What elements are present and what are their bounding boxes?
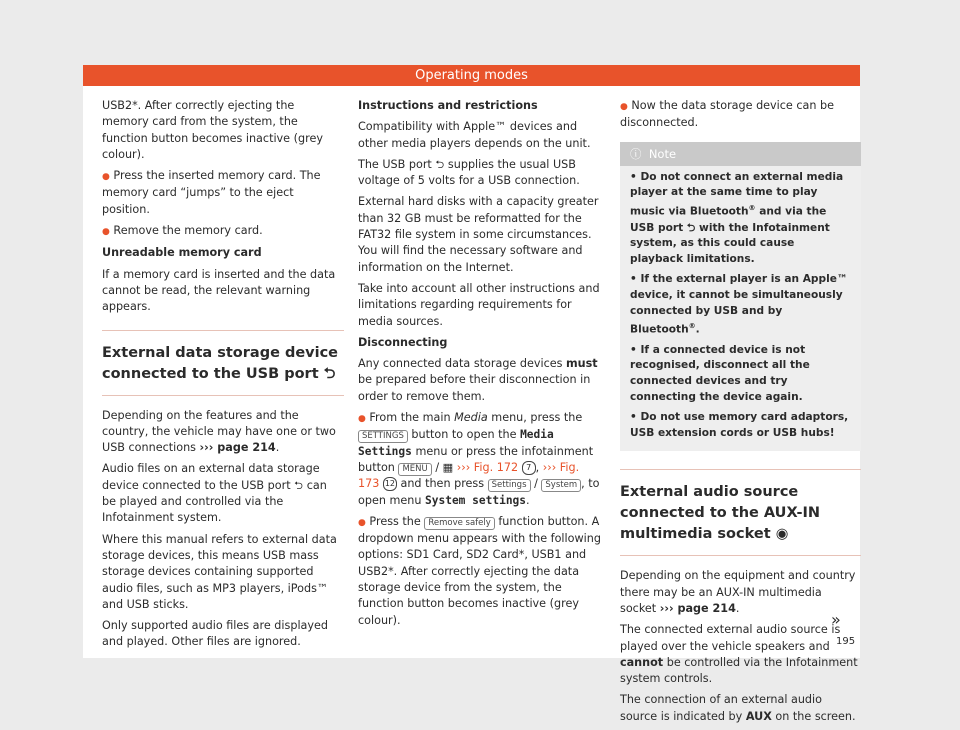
page-number: 195 xyxy=(836,636,856,647)
remove-safely-key: Remove safely xyxy=(424,517,494,530)
usb-icon: ⮌ xyxy=(323,365,336,382)
note-header: ⓘ Note xyxy=(620,142,861,166)
note-item: • Do not connect an external media player at the same time to play music via Bluetooth® and via the USB port ⮌ with the Infotainment system, as this could cause playback limitations. xyxy=(630,170,844,266)
paragraph: The USB port ⮌ supplies the usual USB voltage of 5 volts for a USB connection. xyxy=(358,157,580,188)
audio-socket-icon: ◉ xyxy=(775,526,789,543)
bullet-item: ● Now the data storage device can be disconnected. xyxy=(620,99,835,130)
paragraph: The connection of an external audio source is indicated by AUX on the screen. xyxy=(620,693,856,723)
note-item: • Do not use memory card adaptors, USB extension cords or USB hubs! xyxy=(630,410,849,439)
column-2 xyxy=(358,98,602,634)
subheading-disconnecting: Disconnecting xyxy=(358,335,448,349)
bullet-item: ● From the main Media menu, press the SETTINGS button to open the Media Settings menu or press the infotainment button MENU / ▦ ››› Fig. 172 7 , ››› Fig. 173 12 and then press Settings / System , to open menu System settings. xyxy=(358,411,600,507)
column-1 xyxy=(102,98,344,656)
usb-icon: ⮌ xyxy=(294,478,304,492)
page-header: Operating modes xyxy=(83,65,860,86)
bullet-icon: ● xyxy=(358,517,366,528)
bullet-icon: ● xyxy=(102,172,110,183)
figure-link[interactable]: ››› Fig. 173 xyxy=(358,460,580,491)
menu-key: MENU xyxy=(398,463,431,476)
menu-name: System settings xyxy=(425,493,527,507)
bullet-item: ● Press the inserted memory card. The memory card “jumps” to the eject position. xyxy=(102,169,321,216)
paragraph: External hard disks with a capacity greater than 32 GB must be reformatted for the FAT32 file system in some circumstances. You will find the necessary software and information on the Internet. xyxy=(358,195,599,274)
paragraph: Depending on the equipment and country there may be an AUX-IN multimedia socket ››› page 214. xyxy=(620,569,856,615)
menu-name: Media Settings xyxy=(358,428,554,458)
section-heading-aux: External audio source connected to the AUX-IN multimedia socket ◉ xyxy=(620,469,861,556)
usb-icon: ⮌ xyxy=(435,157,445,171)
bullet-icon: ● xyxy=(102,227,110,238)
page-link[interactable]: ››› page 214 xyxy=(659,602,736,615)
paragraph: If a memory card is inserted and the data cannot be read, the relevant warning appears. xyxy=(102,267,336,314)
settings-key: SETTINGS xyxy=(358,430,408,443)
system-key: System xyxy=(541,479,581,492)
info-icon: ⓘ xyxy=(630,146,642,161)
bullet-item: ● Press the Remove safely function button. A dropdown menu appears with the following options: SD1 Card, SD2 Card*, USB1 and USB2*. After correctly ejecting the data storage device from the system, the function button becomes inactive (grey colour). xyxy=(358,514,601,627)
bullet-icon: ● xyxy=(358,414,366,425)
usb-icon: ⮌ xyxy=(686,221,696,234)
paragraph: Compatibility with Apple™ devices and other media players depends on the unit. xyxy=(358,120,591,150)
continue-arrow: » xyxy=(831,610,841,629)
note-body xyxy=(620,166,861,442)
note-box xyxy=(620,142,861,452)
paragraph: The connected external audio source is played over the vehicle speakers and cannot be controlled via the Infotainment system controls. xyxy=(620,623,858,686)
subheading-instructions: Instructions and restrictions xyxy=(358,99,538,112)
paragraph: Audio files on an external data storage device connected to the USB port ⮌ can be played and controlled via the Infotainment system. xyxy=(102,462,327,525)
bullet-item: ● Remove the memory card. xyxy=(102,224,263,238)
callout-number: 7 xyxy=(522,461,536,475)
bullet-icon: ● xyxy=(620,102,628,112)
figure-link[interactable]: ››› Fig. 172 xyxy=(456,460,519,474)
settings-key: Settings xyxy=(488,479,531,492)
paragraph: Take into account all other instructions and limitations regarding requirements for media sources. xyxy=(358,281,600,328)
section-heading-usb: External data storage device connected to the USB port ⮌ xyxy=(102,330,344,396)
note-item: • If the external player is an Apple™ device, it cannot be simultaneously connected by USB and by Bluetooth®. xyxy=(630,272,848,336)
paragraph: USB2*. After correctly ejecting the memory card from the system, the function button becomes inactive (grey colour). xyxy=(102,99,323,161)
paragraph: Depending on the features and the country, the vehicle may have one or two USB connections ››› page 214. xyxy=(102,408,336,455)
paragraph: Any connected data storage devices must be prepared before their disconnection in order to remove them. xyxy=(358,357,598,403)
paragraph: Where this manual refers to external data storage devices, this means USB mass storage devices containing supported audio files, such as MP3 players, iPods™ and USB sticks. xyxy=(102,532,337,611)
subheading-unreadable: Unreadable memory card xyxy=(102,246,262,260)
note-item: • If a connected device is not recognised, disconnect all the connected devices and try connecting the device again. xyxy=(630,343,810,404)
page-link[interactable]: ››› page 214 xyxy=(199,441,276,455)
callout-number: 12 xyxy=(383,477,397,491)
paragraph: Only supported audio files are displayed and played. Other files are ignored. xyxy=(102,619,329,649)
column-3 xyxy=(620,98,861,730)
apps-grid-icon: ▦ xyxy=(442,460,454,474)
